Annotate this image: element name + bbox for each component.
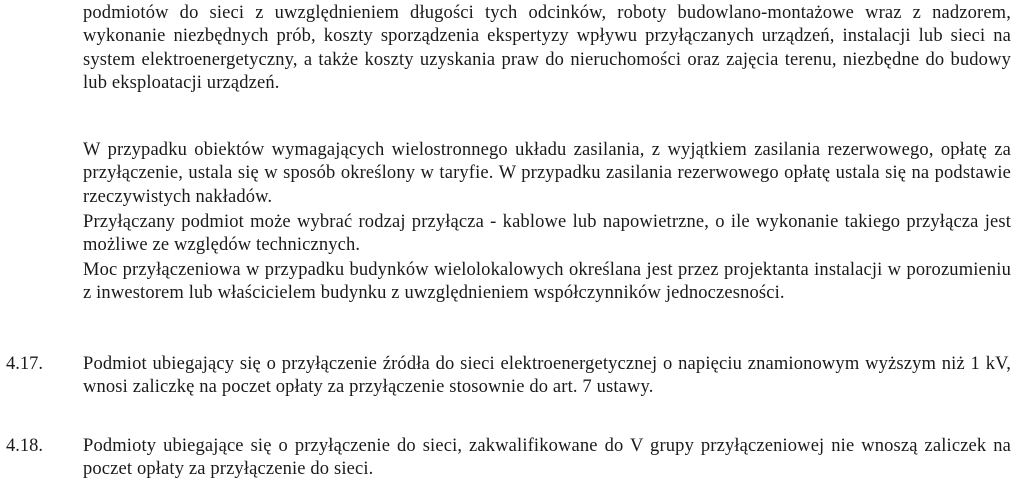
paragraph-text: Podmiot ubiegający się o przyłączenie źródła do sieci elektroenergetycznej o napięciu znamionowym wyższym niż 1 kV, wnosi zaliczkę na poczet opłaty za przyłączenie stosownie do art. 7 ustawy. [83, 354, 1011, 398]
paragraph-text: Moc przyłączeniowa w przypadku budynków wielolokalowych określana jest przez projektanta instalacji w porozumieniu z inwestorem lub właścicielem budynku z uwzględnieniem współczynników jednoczesności. [83, 260, 1011, 304]
paragraph-text: W przypadku obiektów wymagających wielostronnego układu zasilania, z wyjątkiem zasilania rezerwowego, opłatę za przyłączenie, ustala się w sposób określony w taryfie. W przypadku zasilania rezerwowego opłatę ustala się na podstawie rzeczywistych nakładów. [83, 140, 1011, 207]
section-number: 4.17. [6, 354, 43, 374]
paragraph-text: Przyłączany podmiot może wybrać rodzaj przyłącza - kablowe lub napowietrzne, o ile wykonanie takiego przyłącza jest możliwe ze względów technicznych. [83, 212, 1011, 256]
section-number: 4.18. [6, 436, 43, 456]
paragraph-text: podmiotów do sieci z uwzględnieniem długości tych odcinków, roboty budowlano-montażowe wraz z nadzorem, wykonanie niezbędnych prób, koszty sporządzenia ekspertyzy wpływu przyłączanych urządzeń, instalacji lub sieci na system elektroenergetyczny, a także koszty uzyskania praw do nieruchomości oraz zajęcia terenu, niezbędne do budowy lub eksploatacji urządzeń. [83, 3, 1011, 94]
paragraph-text: Podmioty ubiegające się o przyłączenie do sieci, zakwalifikowane do V grupy przyłączeniowej nie wnoszą zaliczek na poczet opłaty za przyłączenie do sieci. [83, 436, 1011, 480]
